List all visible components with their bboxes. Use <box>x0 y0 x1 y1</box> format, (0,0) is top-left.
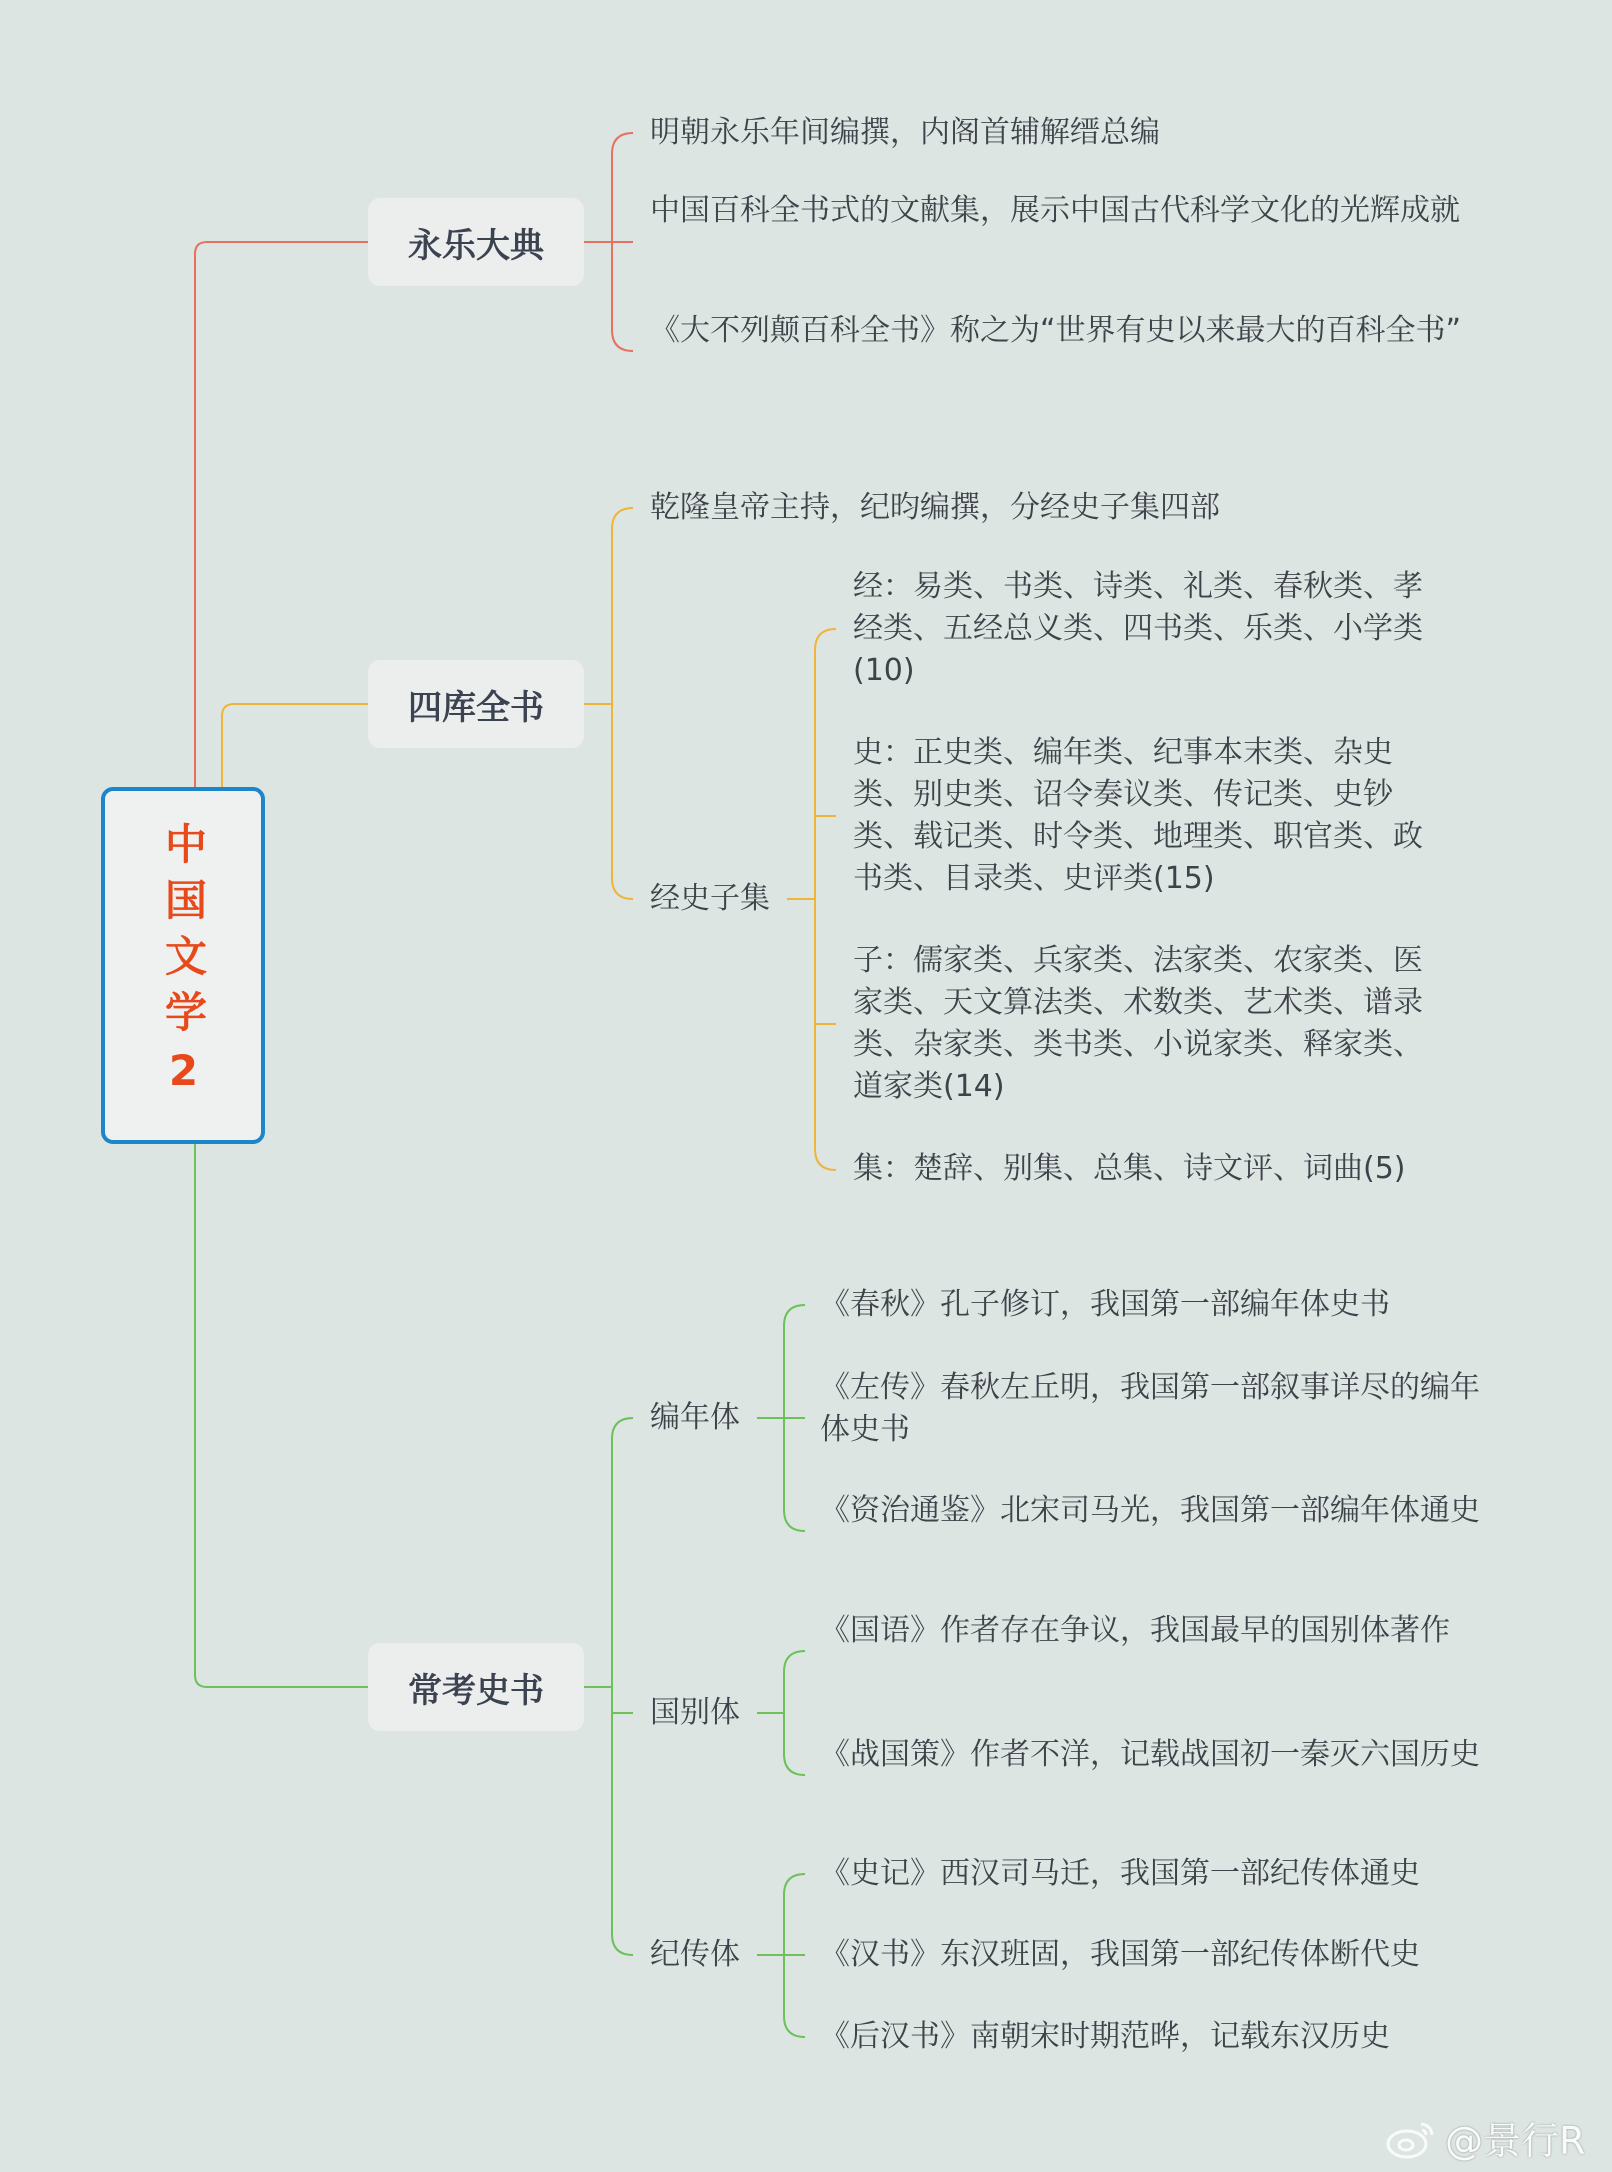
connector-siku-bracket <box>612 508 633 899</box>
zi-item: 子：儒家类、兵家类、法家类、农家类、医家类、天文算法类、术数类、艺术类、谱录类、杂家类、类书类、小说家类、释家类、道家类(14) <box>853 943 1423 1104</box>
jing-item: 经：易类、书类、诗类、礼类、春秋类、孝经类、五经总义类、四书类、乐类、小学类(10) <box>853 569 1423 688</box>
yongle-item-3: 《大不列颠百科全书》称之为“世界有史以来最大的百科全书” <box>650 313 1462 348</box>
root-title: 中国文学2 <box>159 822 208 1109</box>
connector-root-changkao <box>195 1144 368 1687</box>
watermark <box>1385 2110 1585 2165</box>
guobie-item-1: 《国语》作者存在争议，我国最早的国别体著作 <box>820 1613 1450 1648</box>
sub-biannianti[interactable]: 编年体 <box>650 1400 740 1435</box>
jizhuan-item-2: 《汉书》东汉班固，我国第一部纪传体断代史 <box>820 1937 1420 1972</box>
connector-changkao-bracket <box>612 1418 633 1955</box>
biannian-item-1: 《春秋》孔子修订，我国第一部编年体史书 <box>820 1287 1390 1322</box>
sub-jizhuanti[interactable]: 纪传体 <box>650 1937 740 1972</box>
watermark-text: @景行R <box>1445 2119 1586 2163</box>
connector-jingshi-bracket <box>815 629 836 1170</box>
jizhuan-item-1: 《史记》西汉司马迁，我国第一部纪传体通史 <box>820 1856 1420 1891</box>
weibo-icon <box>1385 2116 1439 2160</box>
sub-guobieti[interactable]: 国别体 <box>650 1695 740 1730</box>
connector-root-yongle <box>195 242 368 787</box>
ji-item: 集：楚辞、别集、总集、诗文评、词曲(5) <box>853 1151 1406 1186</box>
jizhuan-item-3: 《后汉书》南朝宋时期范晔，记载东汉历史 <box>820 2019 1390 2054</box>
branch-changkao-shishu[interactable]: 常考史书 <box>368 1643 584 1731</box>
yongle-item-2: 中国百科全书式的文献集，展示中国古代科学文化的光辉成就 <box>650 193 1460 228</box>
branch-siku-quanshu[interactable]: 四库全书 <box>368 660 584 748</box>
biannian-item-2: 《左传》春秋左丘明，我国第一部叙事详尽的编年体史书 <box>820 1370 1480 1447</box>
connector-guobie-bracket <box>784 1651 805 1775</box>
root-node[interactable] <box>101 787 265 1144</box>
connector-root-siku <box>222 704 368 787</box>
siku-item-1: 乾隆皇帝主持，纪昀编撰，分经史子集四部 <box>650 490 1220 525</box>
biannian-item-3: 《资治通鉴》北宋司马光，我国第一部编年体通史 <box>820 1493 1480 1528</box>
yongle-item-1: 明朝永乐年间编撰，内阁首辅解缙总编 <box>650 115 1160 150</box>
shi-item: 史：正史类、编年类、纪事本末类、杂史类、别史类、诏令奏议类、传记类、史钞类、载记类、时令类、地理类、职官类、政书类、目录类、史评类(15) <box>853 735 1423 896</box>
guobie-item-2: 《战国策》作者不洋，记载战国初一秦灭六国历史 <box>820 1737 1480 1772</box>
branch-yongle-dadian[interactable]: 永乐大典 <box>368 198 584 286</box>
sub-jingshi-ziji[interactable]: 经史子集 <box>650 881 770 916</box>
